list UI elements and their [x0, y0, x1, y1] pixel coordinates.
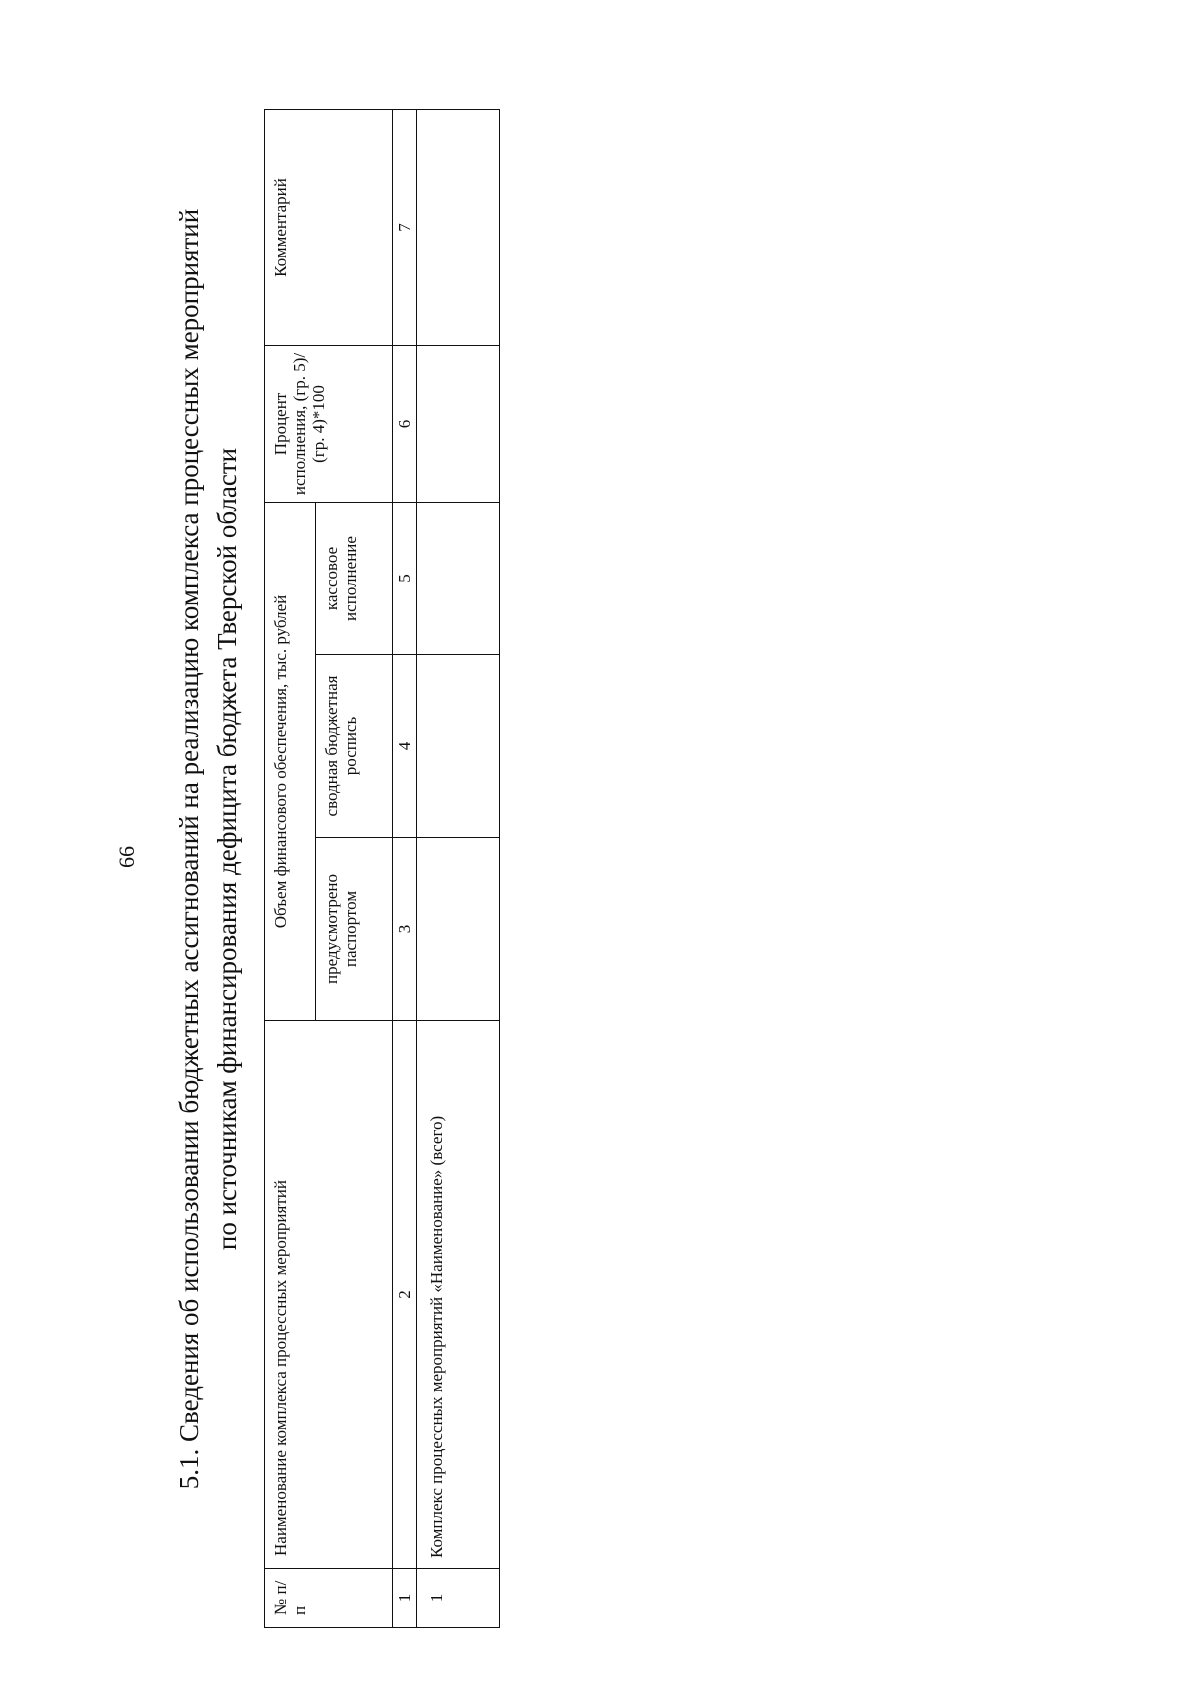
header-cash-execution: кассовое исполнение — [316, 502, 393, 654]
row-execution-percent-value — [417, 345, 500, 502]
row-comment-value — [417, 109, 500, 345]
column-number: 5 — [393, 502, 417, 654]
column-number: 4 — [393, 655, 417, 838]
row-budget-list-value — [417, 655, 500, 838]
header-row-top — [265, 109, 316, 1627]
row-number: 1 — [417, 1569, 500, 1628]
header-row-number: № п/п — [265, 1569, 393, 1628]
column-number: 2 — [393, 1021, 417, 1569]
budget-allocations-table — [264, 109, 500, 1628]
header-execution-percent: Процент исполнения, (гр. 5)/ (гр. 4)*100 — [265, 345, 393, 502]
column-number: 6 — [393, 345, 417, 502]
header-budget-list: сводная бюджетная роспись — [316, 655, 393, 838]
document-title-line-2: по источникам финансирования дефицита бюджета Тверской области — [212, 447, 242, 1251]
row-passport-value — [417, 838, 500, 1021]
header-comment: Комментарий — [265, 109, 393, 345]
column-number: 3 — [393, 838, 417, 1021]
page-number: 66 — [114, 846, 139, 868]
table-row — [417, 109, 500, 1627]
row-cash-execution-value — [417, 502, 500, 654]
column-numbers-row — [393, 109, 417, 1627]
document-title-line-1: 5.1. Сведения об использовании бюджетных ассигнований на реализацию комплекса процессных мероприятий — [174, 208, 204, 1490]
column-number: 7 — [393, 109, 417, 345]
row-complex-name: Комплекс процессных мероприятий «Наименование» (всего) — [417, 1021, 500, 1569]
header-complex-name: Наименование комплекса процессных мероприятий — [265, 1021, 393, 1569]
header-financing-volume: Объем финансового обеспечения, тыс. рублей — [265, 502, 316, 1020]
column-number: 1 — [393, 1569, 417, 1628]
header-passport: предусмотрено паспортом — [316, 838, 393, 1021]
